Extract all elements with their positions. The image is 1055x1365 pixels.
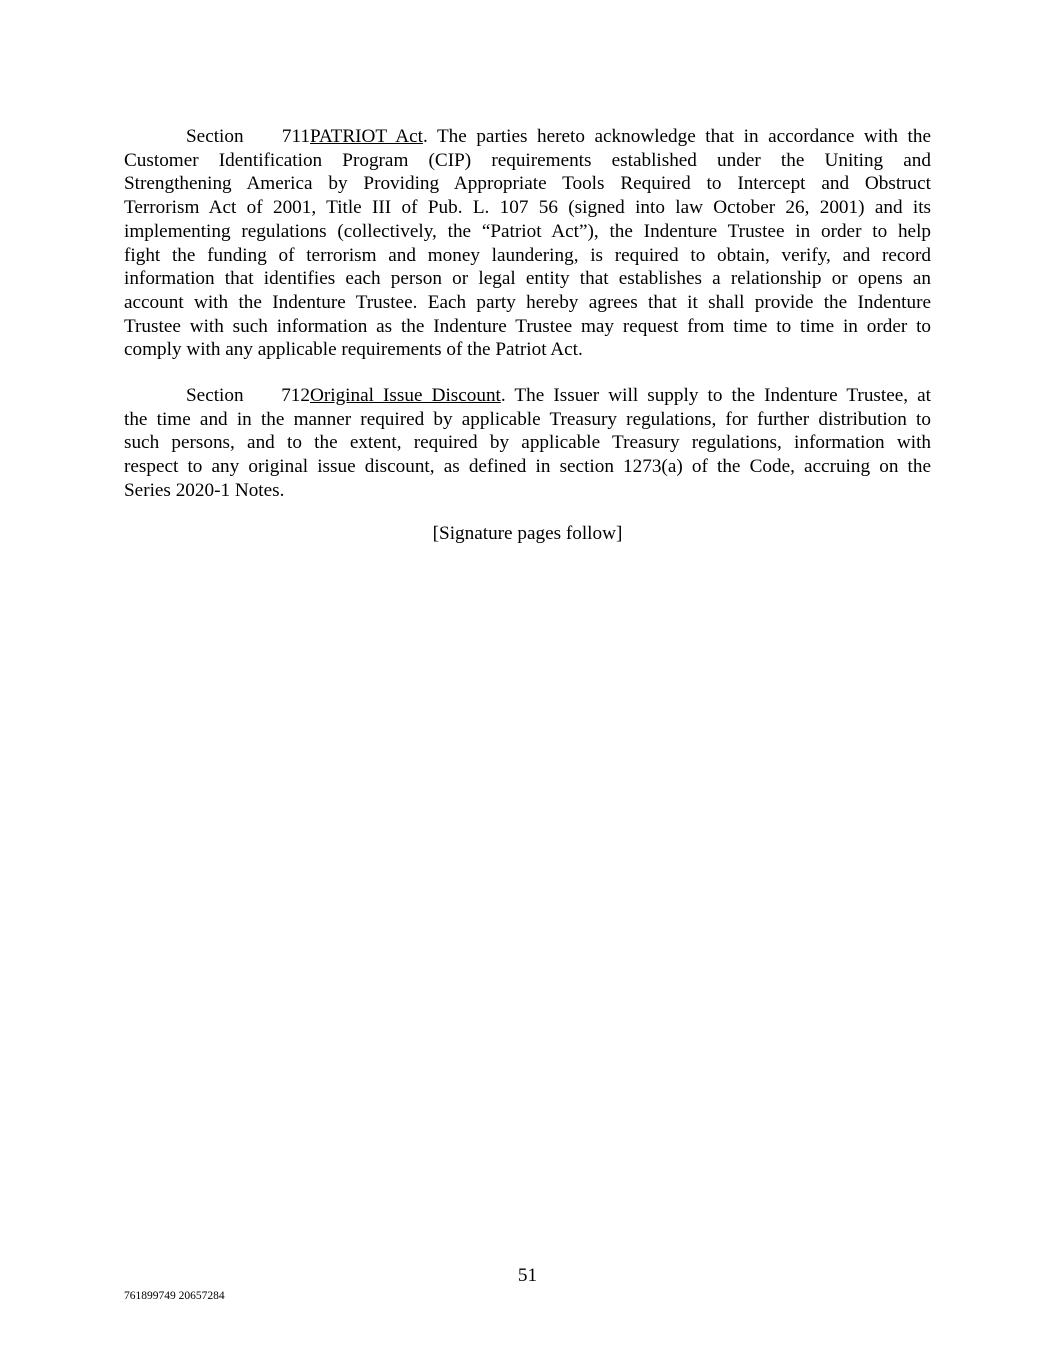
section-711-line: fight the funding of terrorism and money laundering, is required to obtain, verify, and record: [124, 244, 931, 266]
signature-pages-note: [Signature pages follow]: [432, 523, 623, 544]
section-711-line: comply with any applicable requirements of the Patriot Act.: [124, 339, 583, 361]
section-712-line-1: [124, 384, 931, 408]
section-712-line: Series 2020-1 Notes.: [124, 479, 285, 501]
section-712-line: the time and in the manner required by applicable Treasury regulations, for further distribution to: [124, 408, 931, 430]
section-712-heading: Original Issue Discount: [310, 385, 501, 406]
section-711-line: account with the Indenture Trustee. Each party hereby agrees that it shall provide the Indenture: [124, 291, 931, 313]
section-711-line: information that identifies each person or legal entity that establishes a relationship or opens an: [124, 268, 931, 290]
section-712-line: such persons, and to the extent, required by applicable Treasury regulations, information with: [124, 432, 931, 454]
section-712-paragraph: [124, 384, 931, 503]
page-number: 51: [517, 1265, 538, 1286]
document-id: 761899749 20657284: [124, 1290, 225, 1302]
section-711-line: Terrorism Act of 2001, Title III of Pub. L. 107 56 (signed into law October 26, 2001) and its: [124, 197, 931, 219]
section-712-text: . The Issuer will supply to the Indenture Trustee, at: [500, 385, 931, 406]
section-711-paragraph: [124, 125, 931, 362]
section-711-text: . The parties hereto acknowledge that in accordance with the: [422, 126, 931, 147]
section-711-line: Trustee with such information as the Indenture Trustee may request from time to time in order to: [124, 315, 931, 337]
section-711-line: implementing regulations (collectively, the “Patriot Act”), the Indenture Trustee in order to help: [124, 220, 931, 242]
section-711-number: Section 711: [186, 126, 310, 147]
section-711-line: Customer Identification Program (CIP) requirements established under the Uniting and: [124, 149, 931, 171]
section-711-heading: PATRIOT Act: [310, 126, 423, 147]
section-712-line: respect to any original issue discount, as defined in section 1273(a) of the Code, accruing on the: [124, 456, 931, 478]
section-711-line: Strengthening America by Providing Appropriate Tools Required to Intercept and Obstruct: [124, 173, 931, 195]
section-711-line-1: [124, 125, 931, 149]
section-712-number: Section 712: [186, 385, 310, 406]
